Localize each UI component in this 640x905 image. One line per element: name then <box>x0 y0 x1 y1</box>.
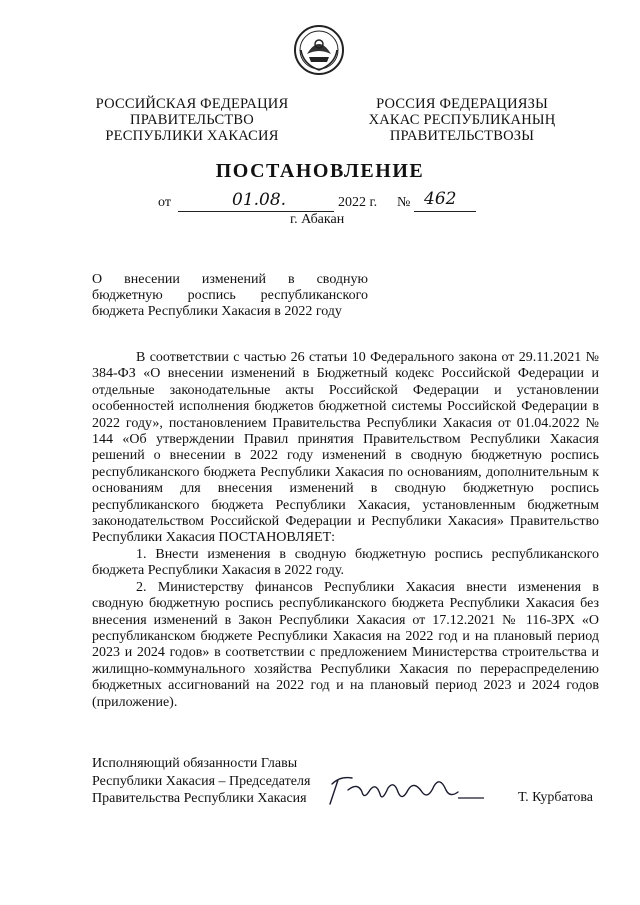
date-prefix: от <box>158 195 171 210</box>
number-sign: № <box>397 195 411 210</box>
body-paragraph-1: В соответствии с частью 26 статьи 10 Федерального закона от 29.11.2021 № 384-ФЗ «О внесении изменений в Бюджетный кодекс Российской Федерации и отдельные законодательные акты Российской Федерации и установлении особенностей исполнения бюджетов бюджетной системы Российской Федерации в 2022 году», постановлением Правительства Республики Хакасия от 01.04.2022 № 144 «Об утверждении Правил принятия Правительством Республики Хакасия решений о внесении в 2022 году изменений в сводную бюджетную роспись республиканского бюджета Республики Хакасия по основаниям, дополнительным к основаниям для внесения изменений в сводную бюджетную роспись республиканского бюджета Республики Хакасия, установленным бюджетным законодательством Российской Федерации и Республики Хакасия» Правительство Республики Хакасия ПОСТАНОВЛЯЕТ: <box>92 350 599 546</box>
date-year: 2022 г. <box>338 195 378 210</box>
body-paragraph-2: 1. Внести изменения в сводную бюджетную роспись республиканского бюджета Республики Хакасия в 2022 году. <box>92 546 599 579</box>
number-handwritten: 462 <box>424 189 457 209</box>
header-right-org: РОССИЯ ФЕДЕРАЦИЯЗЫ ХАКАС РЕСПУБЛИКАНЫҢ ПРАВИТЕЛЬСТВОЗЫ <box>368 96 556 144</box>
document-subject: О внесении изменений в сводную бюджетную роспись республиканского бюджета Республики Хакасия в 2022 году <box>92 272 368 319</box>
document-body <box>92 350 599 711</box>
signatory-role: Исполняющий обязанности Главы Республики Хакасия – Председателя Правительства Республики Хакасия <box>92 756 311 806</box>
number-underline <box>414 211 476 212</box>
header-left-org: РОССИЙСКАЯ ФЕДЕРАЦИЯ ПРАВИТЕЛЬСТВО РЕСПУБЛИКИ ХАКАСИЯ <box>95 96 289 144</box>
city: г. Абакан <box>290 212 345 227</box>
date-handwritten: 01.08. <box>232 190 287 210</box>
signatory-name: Т. Курбатова <box>518 790 593 805</box>
handwritten-signature <box>318 762 488 812</box>
coat-of-arms-icon <box>293 24 345 76</box>
body-paragraph-3: 2. Министерству финансов Республики Хакасия внести изменения в сводную бюджетную роспись республиканского бюджета Республики Хакасия без внесения изменений в Закон Республики Хакасия от 17.12.2021 № 116-ЗРХ «О республиканском бюджете Республики Хакасия на 2022 год и на плановый период 2023 и 2024 годов» в соответствии с предложением Министерства строительства и жилищно-коммунального хозяйства Республики Хакасия по перераспределению бюджетных ассигнований на 2022 год и на плановый период 2023 и 2024 годов (приложение). <box>92 579 599 710</box>
document-title: ПОСТАНОВЛЕНИЕ <box>215 160 425 182</box>
